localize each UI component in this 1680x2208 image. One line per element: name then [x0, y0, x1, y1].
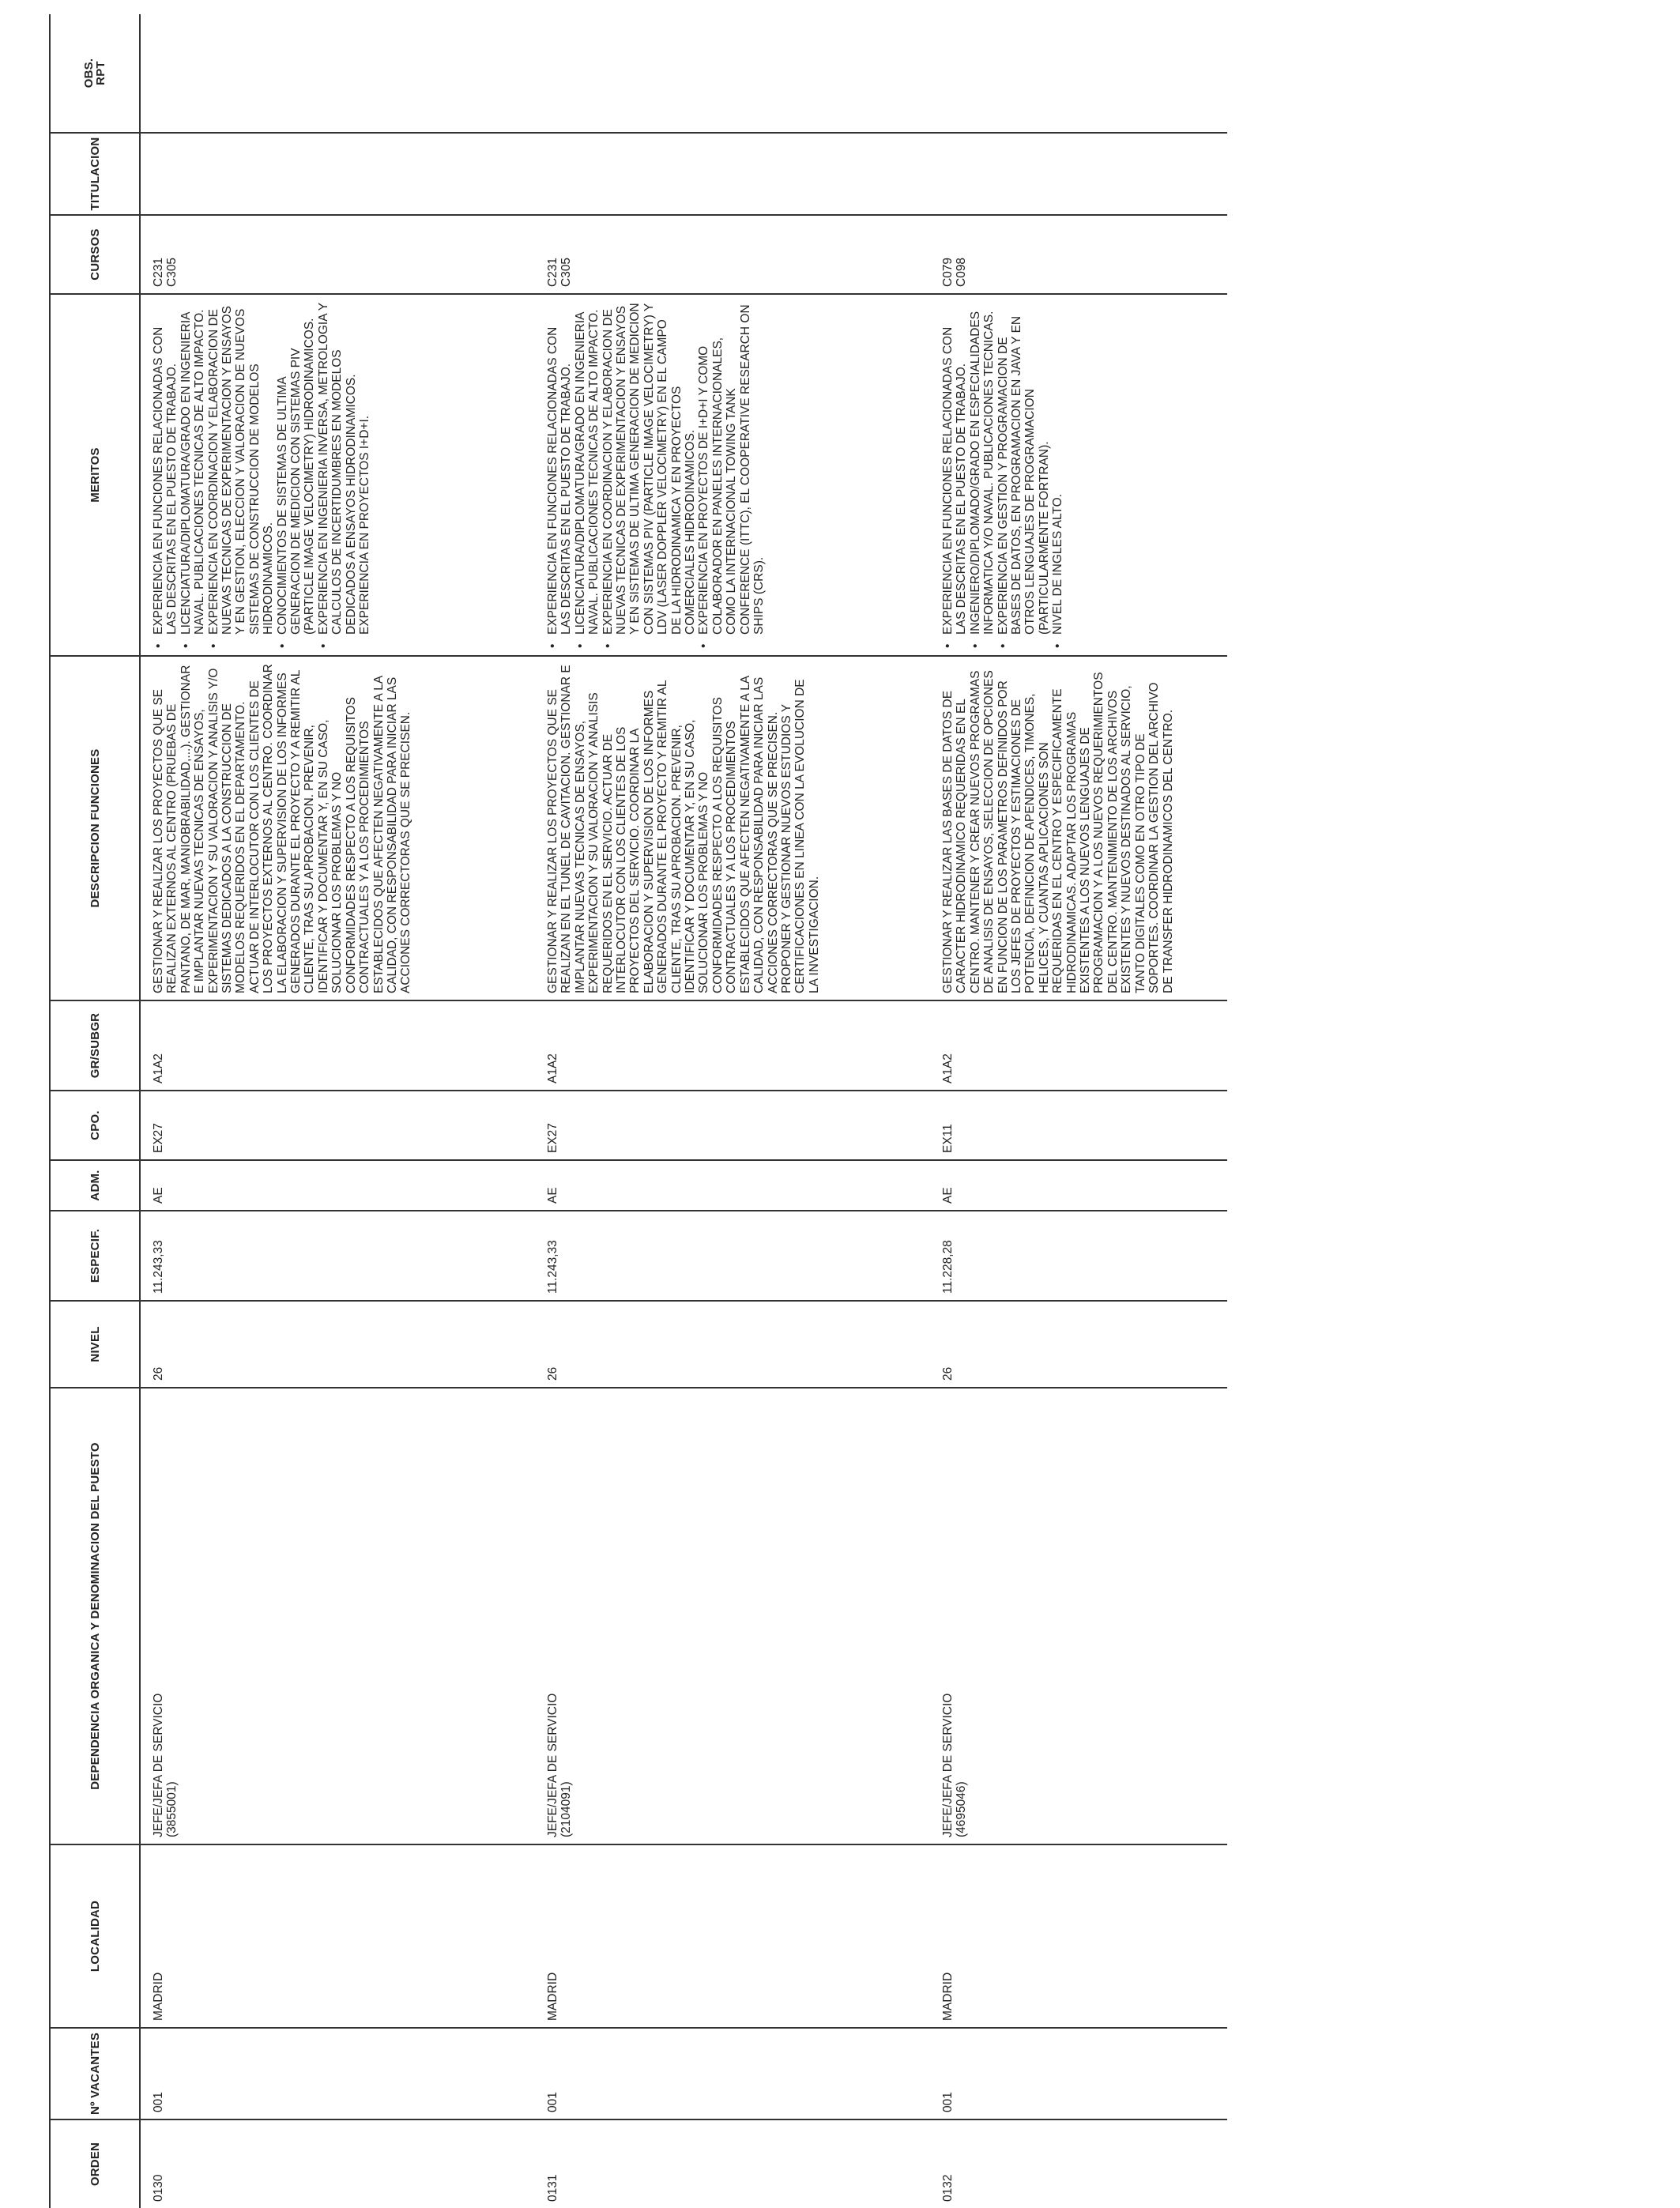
table-row	[535, 14, 930, 2208]
cell-nivel: 26	[535, 1301, 930, 1388]
merito-item: • EXPERIENCIA EN GESTION Y PROGRAMACION DE BASES DE DATOS, EN PROGRAMACION EN JAVA Y EN OTROS LENGUAJES DE PROGRAMACION (PARTICULARMENTE FORTRAN).	[996, 301, 1052, 635]
col-header-dependencia: DEPENDENCIA ORGANICA Y DENOMINACION DEL PUESTO	[50, 1388, 140, 1844]
cell-grupo: A1A2	[140, 1000, 535, 1091]
curso-code: C231	[546, 257, 559, 287]
cell-obs-rpt	[140, 14, 535, 133]
cell-obs-rpt	[535, 14, 930, 133]
cell-nivel: 26	[140, 1301, 535, 1388]
cell-vacantes: 001	[930, 2028, 1227, 2119]
merito-item: • INGENIERO/DIPLOMADO/GRADO EN ESPECIALIDADES INFORMATICA Y/O NAVAL. PUBLICACIONES TECNICAS.	[969, 301, 996, 635]
cell-dependencia	[140, 1388, 535, 1844]
cell-adm: AE	[535, 1160, 930, 1211]
puesto-title: JEFE/JEFA DE SERVICIO	[546, 1693, 559, 1837]
merito-item: • EXPERIENCIA EN COORDINACION Y ELABORACION DE NUEVAS TECNICAS DE EXPERIMENTACION Y ENSAYOS Y EN SISTEMAS DE ULTIMA GENERACION DE MEDICION CON SISTEMAS PIV (PARTICLE IMAGE VELOCIMETRY) Y LDV (LASER DOPPLER VELOCIMETRY) EN EL CAMPO DE LA HIDRODINAMICA Y EN PROYECTOS COMERCIALES HIDRODINAMICOS.	[601, 301, 698, 635]
col-header-cpo: CPO.	[50, 1091, 140, 1160]
cell-adm: AE	[140, 1160, 535, 1211]
col-header-nivel: NIVEL	[50, 1301, 140, 1388]
cell-titulacion	[535, 133, 930, 215]
col-header-especif: ESPECIF.	[50, 1211, 140, 1301]
meritos-list	[152, 301, 372, 649]
cell-dependencia	[930, 1388, 1227, 1844]
puesto-title: JEFE/JEFA DE SERVICIO	[152, 1693, 165, 1837]
col-header-adm: ADM.	[50, 1160, 140, 1211]
merito-item: • EXPERIENCIA EN PROYECTOS DE I+D+I Y COMO COLABORADOR EN PANELES INTERNACIONALES, COMO LA INTERNACIONAL TOWING TANK CONFERENCE (ITTC), EL COOPERATIVE RESEARCH ON SHIPS (CRS).	[697, 301, 766, 635]
cell-cpo: EX11	[930, 1091, 1227, 1160]
cell-vacantes: 001	[140, 2028, 535, 2119]
puesto-code: (2104091)	[559, 1781, 574, 1837]
cell-localidad: MADRID	[535, 1844, 930, 2028]
cell-descripcion: GESTIONAR Y REALIZAR LOS PROYECTOS QUE SE REALIZAN EXTERNOS AL CENTRO (PRUEBAS DE PANTANO, DE MAR, MANIOBRABILIDAD,...). GESTIONAR E IMPLANTAR NUEVAS TECNICAS DE ENSAYOS, EXPERIMENTACION Y SU VALORACION Y ANALISIS Y/O SISTEMAS DEDICADOS A LA CONSTRUCCION DE MODELOS REQUERIDOS EN EL DEPARTAMENTO. ACTUAR DE INTERLOCUTOR CON LOS CLIENTES DE LOS PROYECTOS EXTERNOS AL CENTRO. COORDINAR LA ELABORACION Y SUPERVISION DE LOS INFORMES GENERADOS DURANTE EL PROYECTO Y A REMITIR AL CLIENTE, TRAS SU APROBACION. PREVENIR, IDENTIFICAR Y DOCUMENTAR Y, EN SU CASO, SOLUCIONAR LOS PROBLEMAS Y NO CONFORMIDADES RESPECTO A LOS REQUISITOS CONTRACTUALES Y A LOS PROCEDIMIENTOS ESTABLECIDOS QUE AFECTEN NEGATIVAMENTE A LA CALIDAD, CON RESPONSABILIDAD PARA INICIAR LAS ACCIONES CORRECTORAS QUE SE PRECISEN.	[140, 656, 535, 1000]
cell-descripcion: GESTIONAR Y REALIZAR LAS BASES DE DATOS DE CARACTER HIDRODINAMICO REQUERIDAS EN EL CENTRO. MANTENER Y CREAR NUEVOS PROGRAMAS DE ANALISIS DE ENSAYOS, SELECCION DE OPCIONES EN FUNCION DE LOS PARAMETROS DEFINIDOS POR LOS JEFES DE PROYECTOS Y ESTIMACIONES DE POTENCIA, DEFINICION DE APENDICES, TIMONES, HELICES, Y CUANTAS APLICACIONES SON REQUERIDAS EN EL CENTRO Y ESPECIFICAMENTE HIDRODINAMICAS. ADAPTAR LOS PROGRAMAS EXISTENTES A LOS NUEVOS LENGUAJES DE PROGRAMACION Y A LOS NUEVOS REQUERIMIENTOS DEL CENTRO. MANTENIMIENTO DE LOS ARCHIVOS EXISTENTES Y NUEVOS DESTINADOS AL SERVICIO, TANTO DIGITALES COMO EN OTRO TIPO DE SOPORTES. COORDINAR LA GESTION DEL ARCHIVO DE TRANSFER HIDRODINAMICOS DEL CENTRO.	[930, 656, 1227, 1000]
cell-cpo: EX27	[535, 1091, 930, 1160]
cell-dependencia	[535, 1388, 930, 1844]
curso-code: C305	[559, 257, 574, 287]
puesto-code: (4695046)	[955, 1781, 969, 1837]
cell-localidad: MADRID	[930, 1844, 1227, 2028]
col-header-obs-rpt	[50, 14, 140, 133]
merito-item: • NIVEL DE INGLES ALTO.	[1051, 301, 1064, 635]
rpt-label: RPT	[94, 61, 107, 85]
curso-code: C098	[955, 257, 969, 287]
curso-code: C231	[152, 257, 165, 287]
merito-item: • CONOCIMIENTOS DE SISTEMAS DE ULTIMA GENERACION DE MEDICION CON SISTEMAS PIV (PARTICLE IMAGE VELOCIMETRY) HIDRODINAMICOS.	[276, 301, 317, 635]
cell-orden: 0130	[152, 2174, 165, 2202]
cell-vacantes: 001	[535, 2028, 930, 2119]
cell-meritos	[140, 294, 535, 656]
cell-cursos	[535, 215, 930, 294]
cell-obs-rpt	[930, 14, 1227, 133]
col-header-meritos: MERITOS	[50, 294, 140, 656]
cell-meritos	[930, 294, 1227, 656]
merito-item: • EXPERIENCIA EN FUNCIONES RELACIONADAS CON LAS DESCRITAS EN EL PUESTO DE TRABAJO.	[546, 301, 574, 635]
curso-code: C305	[165, 257, 179, 287]
cell-especif: 11.243,33	[535, 1211, 930, 1301]
cell-grupo: A1A2	[930, 1000, 1227, 1091]
meritos-list	[941, 301, 1065, 649]
cell-descripcion: GESTIONAR Y REALIZAR LOS PROYECTOS QUE SE REALIZAN EN EL TUNEL DE CAVITACION. GESTIONAR E IMPLANTAR NUEVAS TECNICAS DE ENSAYOS, EXPERIMENTACION Y SU VALORACION Y ANALISIS REQUERIDOS EN EL SERVICIO. ACTUAR DE INTERLOCUTOR CON LOS CLIENTES DE LOS PROYECTOS DEL SERVICIO. COORDINAR LA ELABORACION Y SUPERVISION DE LOS INFORMES GENERADOS DURANTE EL PROYECTO Y REMITIR AL CLIENTE, TRAS SU APROBACION. PREVENIR, IDENTIFICAR Y DOCUMENTAR Y, EN SU CASO, SOLUCIONAR LOS PROBLEMAS Y NO CONFORMIDADES RESPECTO A LOS REQUISITOS CONTRACTUALES Y A LOS PROCEDIMIENTOS ESTABLECIDOS QUE AFECTEN NEGATIVAMENTE A LA CALIDAD, CON RESPONSABILIDAD PARA INICIAR LAS ACCIONES CORRECTORAS QUE SE PRECISEN. PROPONER Y GESTIONAR NUEVOS ESTUDIOS Y CERTIFICACIONES EN LINEA CON LA EVOLUCION DE LA INVESTIGACION.	[535, 656, 930, 1000]
cell-cursos	[930, 215, 1227, 294]
cell-orden: 0131	[546, 2174, 559, 2202]
puesto-code: (3855001)	[165, 1781, 179, 1837]
cell-titulacion	[930, 133, 1227, 215]
meritos-list	[546, 301, 767, 649]
col-header-vacantes: Nº VACANTES	[50, 2028, 140, 2119]
curso-code: C079	[941, 257, 955, 287]
cell-especif: 11.243,33	[140, 1211, 535, 1301]
col-header-titulacion: TITULACION	[50, 133, 140, 215]
cell-cpo: EX27	[140, 1091, 535, 1160]
cell-grupo: A1A2	[535, 1000, 930, 1091]
rotated-landscape-table	[49, 14, 1313, 2208]
cell-nivel: 26	[930, 1301, 1227, 1388]
cell-especif: 11.228,28	[930, 1211, 1227, 1301]
cell-adm: AE	[930, 1160, 1227, 1211]
merito-item: • EXPERIENCIA EN INGENIERIA INVERSA, METROLOGIA Y CALCULOS DE INCERTIDUMBRES EN MODELOS DEDICADOS A ENSAYOS HIDRODINAMICOS. EXPERIENCIA EN PROYECTOS I+D+I.	[317, 301, 372, 635]
table-row	[140, 14, 535, 2208]
col-header-orden: ORDEN	[50, 2119, 140, 2208]
obs-label: OBS.	[82, 58, 96, 89]
merito-item: • EXPERIENCIA EN COORDINACION Y ELABORACION DE NUEVAS TECNICAS DE EXPERIMENTACION Y ENSAYOS Y EN GESTION, ELECCION Y VALORACION DE NUEVOS SISTEMAS DE CONSTRUCCION DE MODELOS HIDRODINAMICOS.	[207, 301, 276, 635]
cell-titulacion	[140, 133, 535, 215]
cell-cursos	[140, 215, 535, 294]
col-header-descripcion: DESCRIPCION FUNCIONES	[50, 656, 140, 1000]
header-row	[50, 14, 140, 2208]
col-header-grupo: GR/SUBGR	[50, 1000, 140, 1091]
col-header-cursos: CURSOS	[50, 215, 140, 294]
cell-localidad: MADRID	[140, 1844, 535, 2028]
puesto-title: JEFE/JEFA DE SERVICIO	[941, 1693, 955, 1837]
merito-item: • EXPERIENCIA EN FUNCIONES RELACIONADAS CON LAS DESCRITAS EN EL PUESTO DE TRABAJO.	[941, 301, 969, 635]
cell-orden: 0132	[941, 2174, 955, 2202]
merito-item: • EXPERIENCIA EN FUNCIONES RELACIONADAS CON LAS DESCRITAS EN EL PUESTO DE TRABAJO.	[152, 301, 179, 635]
cell-meritos	[535, 294, 930, 656]
merito-item: • LICENCIATURA/DIPLOMATURA/GRADO EN INGENIERIA NAVAL. PUBLICACIONES TECNICAS DE ALTO IMPACTO.	[574, 301, 601, 635]
merito-item: • LICENCIATURA/DIPLOMATURA/GRADO EN INGENIERIA NAVAL. PUBLICACIONES TECNICAS DE ALTO IMPACTO.	[179, 301, 207, 635]
col-header-localidad: LOCALIDAD	[50, 1844, 140, 2028]
table-row	[930, 14, 1227, 2208]
rpt-table	[49, 14, 1227, 2208]
